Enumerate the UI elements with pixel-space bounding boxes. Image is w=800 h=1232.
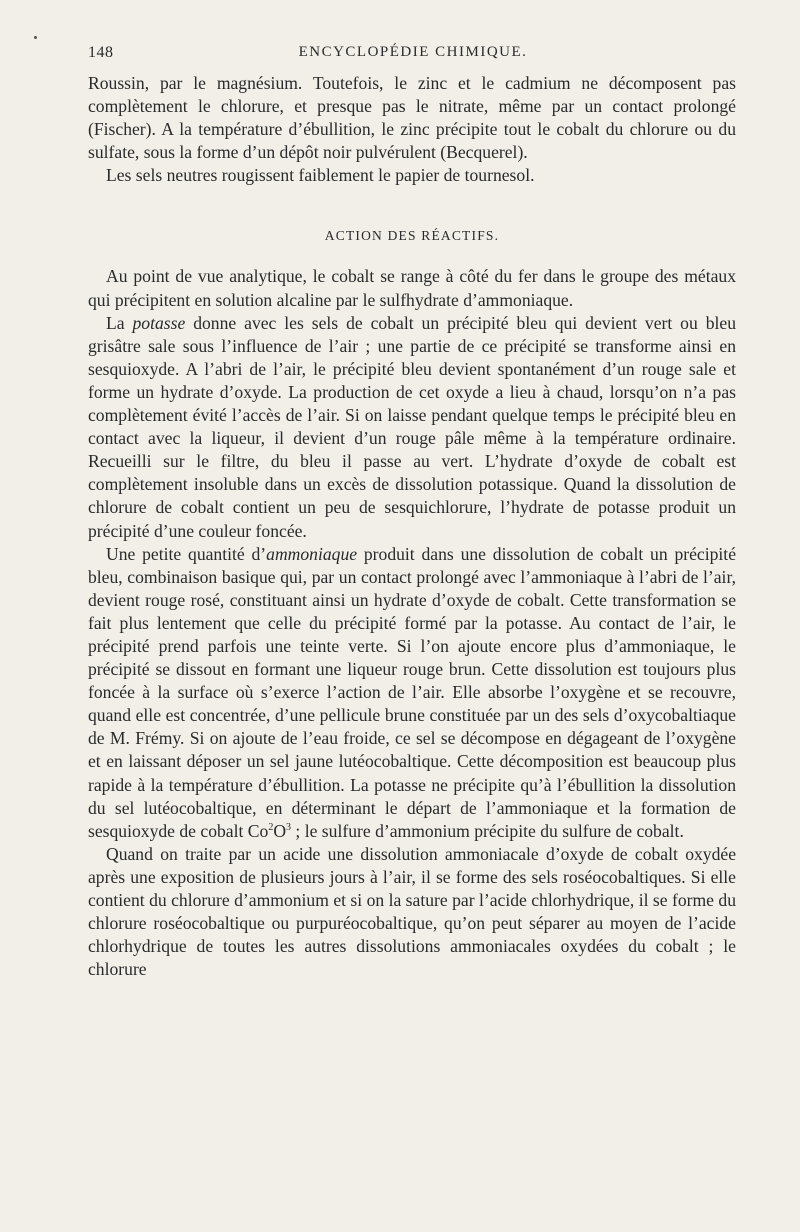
formula-subscript: 2 (268, 821, 274, 833)
page-number: 148 (88, 44, 114, 61)
text-run: La (106, 312, 133, 333)
text-run: ; le sulfure d’ammonium précipite du sulfure de cobalt. (291, 820, 684, 841)
text-run: Une petite quantité d’ (106, 543, 267, 564)
page-body (88, 72, 736, 981)
paragraph-continued: Roussin, par le magnésium. Toutefois, le zinc et le cadmium ne décomposent pas complètement le chlorure, et presque pas le nitrate, même par un contact prolongé (Fischer). A la température d’ébullition, le zinc précipite tout le cobalt du chlorure ou du sulfate, sous la forme d’un dépôt noir pulvérulent (Becquerel). (88, 73, 736, 163)
paragraph-litmus: Les sels neutres rougissent faiblement le papier de tournesol. (106, 165, 535, 186)
margin-speck (34, 36, 37, 39)
paragraph-analytic: Au point de vue analytique, le cobalt se range à côté du fer dans le groupe des métaux qui précipitent en solution alcaline par le sulfhydrate d’ammoniaque. (88, 266, 736, 310)
paragraph-potasse (88, 312, 736, 543)
formula-subscript: 3 (286, 821, 292, 833)
running-title: ENCYCLOPÉDIE CHIMIQUE. (298, 44, 528, 60)
reagent-term-potasse: potasse (132, 312, 186, 333)
running-head (88, 44, 738, 66)
paragraph-roseocobaltic: Quand on traite par un acide une dissolution ammoniacale d’oxyde de cobalt oxydée après une exposition de plusieurs jours à l’air, il se forme des sels roséocobaltiques. Si elle contient du chlorure d’ammonium et si on la sature par l’acide chlorhydrique, il se forme du chlorure roséocobaltique ou purpuréocobaltique, qu’on peut séparer au moyen de l’acide chlorhydrique de toutes les autres dissolutions ammoniacales oxydées du cobalt ; le chlorure (88, 843, 736, 980)
section-heading: ACTION DES RÉACTIFS. (324, 228, 500, 244)
text-run: produit dans une dissolution de cobalt un précipité bleu, combinaison basique qui, par un contact prolongé avec l’ammoniaque à l’abri de l’air, devient rouge rosé, constituant ainsi un hydrate d’oxyde de cobalt. Cette transformation se fait plus lentement que celle du précipité formé par la potasse. Au contact de l’air, le précipité prend parfois une teinte verte. Si l’on ajoute encore plus d’ammoniaque, le précipité se dissout en formant une liqueur rouge brun. Cette dissolution est toujours plus foncée à la surface où s’exerce l’action de l’air. Elle absorbe l’oxygène et se recouvre, quand elle est concentrée, d’une pellicule brune constituée par un des sels d’oxycobaltiaque de M. Frémy. Si on ajoute de l’eau froide, ce sel se décompose en dégageant de l’oxygène et en laissant déposer un sel jaune lutéocobaltique. Cette décomposition est beaucoup plus rapide à la température d’ébullition. La potasse ne précipite qu’à l’ébullition la dissolution du sel lutéocobaltique, en déterminant le départ de l’ammoniaque et la formation de sesquioxyde de cobalt Co (88, 543, 737, 841)
text-run: O (273, 820, 287, 841)
paragraph-ammoniaque (88, 543, 736, 843)
text-run: donne avec les sels de cobalt un précipité bleu qui devient vert ou bleu grisâtre sale sous l’influence de l’air ; une partie de ce précipité se transforme ainsi en sesquioxyde. A l’abri de l’air, le précipité bleu devient spontanément d’un rouge sale et forme un hydrate d’oxyde. La production de cet oxyde a lieu à chaud, lorsqu’on n’a pas complètement évité l’accès de l’air. Si on laisse pendant quelque temps le précipité bleu en contact avec la liqueur, il devient d’un rouge pâle même à la température ordinaire. Recueilli sur le filtre, du bleu il passe au vert. L’hydrate d’oxyde de cobalt est complètement insoluble dans un excès de dissolution potassique. Quand la dissolution de chlorure de cobalt contient un peu de sesquichlorure, l’hydrate de potasse produit un précipité d’une couleur foncée. (88, 312, 736, 541)
reagent-term-ammoniaque: ammoniaque (266, 543, 358, 564)
